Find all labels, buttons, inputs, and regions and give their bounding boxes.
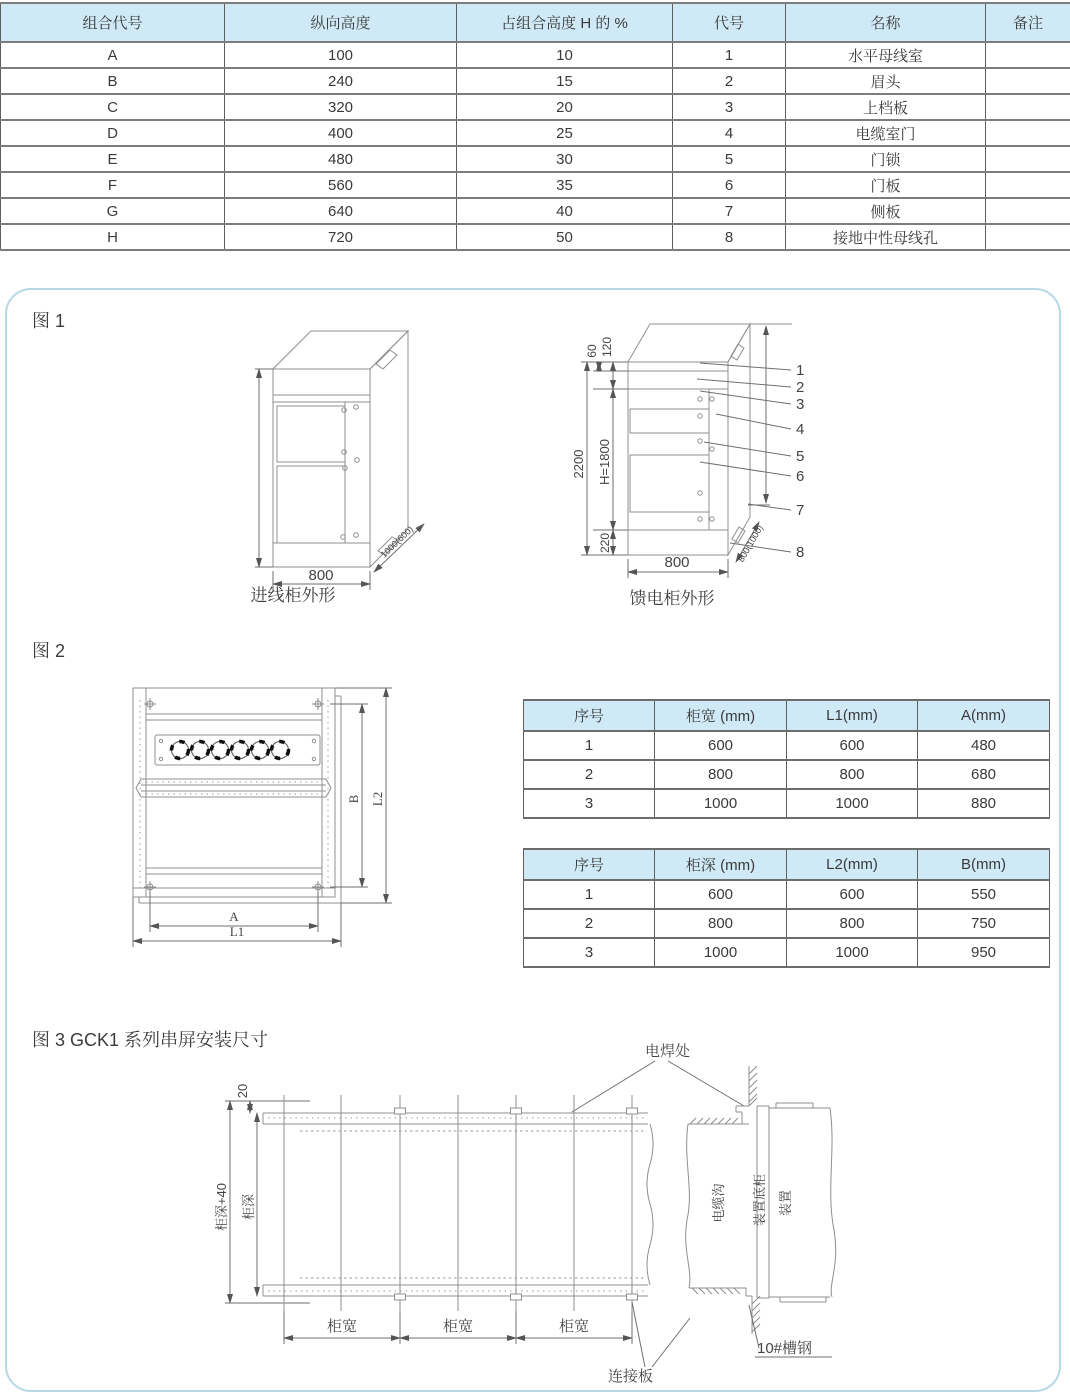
table-cell: 3 bbox=[524, 938, 655, 967]
table-cell: 800 bbox=[655, 909, 787, 938]
table-cell bbox=[986, 120, 1070, 146]
table-cell bbox=[986, 198, 1070, 224]
table-cell: 5 bbox=[673, 146, 786, 172]
table-cell: 550 bbox=[918, 880, 1050, 909]
table-cell: 50 bbox=[457, 224, 673, 250]
table-cell: 320 bbox=[225, 94, 457, 120]
feeder-top-dim-60: 60 bbox=[585, 344, 599, 358]
column-header: 序号 bbox=[524, 700, 655, 731]
table-cell: H bbox=[1, 224, 225, 250]
table-row bbox=[524, 909, 1050, 938]
table-cell: 门板 bbox=[786, 172, 986, 198]
table-row bbox=[1, 68, 1070, 94]
table-row bbox=[524, 938, 1050, 967]
table-cell: 40 bbox=[457, 198, 673, 224]
table-cell: 880 bbox=[918, 789, 1050, 818]
table-cell: 1000 bbox=[655, 938, 787, 967]
table-cell: 750 bbox=[918, 909, 1050, 938]
table-cell: 10 bbox=[457, 42, 673, 68]
fig3-trench-label: 电缆沟 bbox=[711, 1183, 726, 1223]
header-row bbox=[1, 3, 1070, 42]
figures-panel bbox=[5, 288, 1061, 1392]
vent-holes bbox=[172, 742, 289, 759]
fig1-incoming-depth-dim: 1000(600) bbox=[378, 523, 416, 560]
column-header: 纵向高度 bbox=[225, 3, 457, 42]
fig3-bottom-cabinet-label: 装置底柜 bbox=[752, 1173, 767, 1227]
callout-8: 8 bbox=[796, 544, 805, 561]
table-cell: 600 bbox=[787, 731, 918, 760]
table-cell: 100 bbox=[225, 42, 457, 68]
table-cell: 480 bbox=[918, 731, 1050, 760]
callout-2: 2 bbox=[796, 379, 805, 396]
door-screws bbox=[341, 405, 360, 540]
table-row bbox=[524, 880, 1050, 909]
table-row bbox=[524, 731, 1050, 760]
table-cell bbox=[986, 68, 1070, 94]
fig2-width-table bbox=[523, 699, 1050, 819]
column-header: B(mm) bbox=[918, 849, 1050, 880]
table-cell: 1 bbox=[524, 731, 655, 760]
fig1-incoming-width-dim: 800 bbox=[308, 567, 334, 584]
table-row bbox=[1, 172, 1070, 198]
feeder-bottom-dim: 220 bbox=[598, 532, 612, 554]
fig2-a-dim: A bbox=[229, 909, 239, 924]
table-cell: 3 bbox=[524, 789, 655, 818]
fig3-weld-label: 电焊处 bbox=[645, 1043, 691, 1060]
table-cell: 480 bbox=[225, 146, 457, 172]
table-cell: 上档板 bbox=[786, 94, 986, 120]
fig2-l2-dim: L2 bbox=[370, 791, 385, 807]
table-cell: 1 bbox=[524, 880, 655, 909]
callout-1: 1 bbox=[796, 362, 805, 379]
figures-drawing bbox=[7, 290, 1059, 1390]
fig3-installation-drawing bbox=[214, 1042, 836, 1385]
table-cell bbox=[986, 224, 1070, 250]
table-cell: 600 bbox=[655, 880, 787, 909]
vent-plate bbox=[155, 735, 320, 765]
callout-5: 5 bbox=[796, 448, 805, 465]
table-cell: 3 bbox=[673, 94, 786, 120]
callout-4: 4 bbox=[796, 421, 805, 438]
fig3-plate-label: 连接板 bbox=[608, 1368, 654, 1385]
table-cell bbox=[986, 146, 1070, 172]
table-cell: 侧板 bbox=[786, 198, 986, 224]
table-cell: 接地中性母线孔 bbox=[786, 224, 986, 250]
table-cell: 20 bbox=[457, 94, 673, 120]
side-vent-slots bbox=[376, 350, 399, 555]
table-cell: 1000 bbox=[787, 938, 918, 967]
column-header: 柜深 (mm) bbox=[655, 849, 787, 880]
table-cell: 680 bbox=[918, 760, 1050, 789]
fig1-feeder-cabinet-drawing bbox=[571, 324, 804, 608]
column-header: 占组合高度 H 的 % bbox=[457, 3, 673, 42]
table-cell: 240 bbox=[225, 68, 457, 94]
feeder-depth-dim: 800(1000) bbox=[735, 523, 765, 564]
table-cell: 2 bbox=[673, 68, 786, 94]
column-header: A(mm) bbox=[918, 700, 1050, 731]
table-cell: 4 bbox=[673, 120, 786, 146]
callout-3: 3 bbox=[796, 396, 805, 413]
side-vent-slots bbox=[731, 344, 745, 543]
table-cell: G bbox=[1, 198, 225, 224]
column-header: L2(mm) bbox=[787, 849, 918, 880]
table-cell: 眉头 bbox=[786, 68, 986, 94]
spec-table bbox=[0, 2, 1070, 251]
fig3-width-dim-2: 柜宽 bbox=[442, 1318, 474, 1335]
fig3-title: 图 3 GCK1 系列串屏安装尺寸 bbox=[32, 1030, 269, 1050]
fig3-depth-plus-dim: 柜深+40 bbox=[214, 1182, 229, 1232]
table-cell: 1000 bbox=[787, 789, 918, 818]
column-header: 名称 bbox=[786, 3, 986, 42]
fig2-label: 图 2 bbox=[32, 641, 66, 661]
fig3-width-dim-3: 柜宽 bbox=[558, 1318, 590, 1335]
feeder-h-dim: H=1800 bbox=[597, 439, 612, 485]
table-row bbox=[1, 94, 1070, 120]
table-cell: 800 bbox=[787, 909, 918, 938]
table-cell: 门锁 bbox=[786, 146, 986, 172]
column-header: L1(mm) bbox=[787, 700, 918, 731]
table-cell: A bbox=[1, 42, 225, 68]
table-cell: 600 bbox=[787, 880, 918, 909]
column-header: 备注 bbox=[986, 3, 1070, 42]
table-cell: 6 bbox=[673, 172, 786, 198]
table-cell: C bbox=[1, 94, 225, 120]
table-cell: 400 bbox=[225, 120, 457, 146]
table-cell: D bbox=[1, 120, 225, 146]
feeder-width-dim: 800 bbox=[664, 554, 690, 571]
table-cell: 720 bbox=[225, 224, 457, 250]
table-cell: 1 bbox=[673, 42, 786, 68]
table-cell: 30 bbox=[457, 146, 673, 172]
fig1-incoming-caption: 进线柜外形 bbox=[250, 586, 336, 605]
column-header: 柜宽 (mm) bbox=[655, 700, 787, 731]
table-cell: 水平母线室 bbox=[786, 42, 986, 68]
fig1-incoming-cabinet-drawing bbox=[251, 331, 425, 605]
fig3-width-dim-1: 柜宽 bbox=[326, 1318, 358, 1335]
fig2-b-dim: B bbox=[346, 794, 361, 804]
column-header: 组合代号 bbox=[1, 3, 225, 42]
table-cell: E bbox=[1, 146, 225, 172]
column-header: 代号 bbox=[673, 3, 786, 42]
fig3-depth-dim: 柜深 bbox=[241, 1193, 256, 1221]
fig2-l1-dim: L1 bbox=[229, 924, 245, 939]
table-cell: 560 bbox=[225, 172, 457, 198]
table-cell: B bbox=[1, 68, 225, 94]
table-cell: 25 bbox=[457, 120, 673, 146]
fig1-feeder-caption: 馈电柜外形 bbox=[629, 589, 715, 608]
table-cell: 950 bbox=[918, 938, 1050, 967]
table-cell: 电缆室门 bbox=[786, 120, 986, 146]
table-cell: 640 bbox=[225, 198, 457, 224]
feeder-overall-height-dim: 2200 bbox=[571, 449, 586, 479]
fig3-channel-label: 10#槽钢 bbox=[757, 1340, 813, 1357]
table-cell: 2 bbox=[524, 909, 655, 938]
corner-screws bbox=[144, 698, 324, 893]
table-cell bbox=[986, 94, 1070, 120]
table-cell: 800 bbox=[787, 760, 918, 789]
table-row bbox=[1, 224, 1070, 250]
table-cell: 2 bbox=[524, 760, 655, 789]
table-row bbox=[524, 789, 1050, 818]
door-screws bbox=[698, 397, 714, 521]
table-cell: 600 bbox=[655, 731, 787, 760]
table-cell: 15 bbox=[457, 68, 673, 94]
table-row bbox=[524, 760, 1050, 789]
table-cell: 800 bbox=[655, 760, 787, 789]
fig1-label: 图 1 bbox=[32, 311, 66, 331]
fig3-section-view bbox=[686, 1066, 836, 1357]
callout-6: 6 bbox=[796, 468, 805, 485]
feeder-callout-numbers bbox=[796, 362, 804, 561]
table-row bbox=[1, 146, 1070, 172]
table-row bbox=[1, 120, 1070, 146]
table-cell: 8 bbox=[673, 224, 786, 250]
column-header: 序号 bbox=[524, 849, 655, 880]
fig2-cabinet-front-drawing bbox=[133, 688, 392, 947]
perforated-strip bbox=[136, 779, 331, 797]
fig3-device-label: 装置 bbox=[778, 1189, 793, 1217]
fig2-depth-table bbox=[523, 848, 1050, 968]
header-row bbox=[524, 849, 1050, 880]
table-cell: 35 bbox=[457, 172, 673, 198]
table-cell bbox=[986, 42, 1070, 68]
fig3-overhang-dim: 20 bbox=[235, 1083, 250, 1099]
callout-7: 7 bbox=[796, 502, 805, 519]
table-row bbox=[1, 198, 1070, 224]
table-cell: 1000 bbox=[655, 789, 787, 818]
table-cell: 7 bbox=[673, 198, 786, 224]
table-cell: F bbox=[1, 172, 225, 198]
header-row bbox=[524, 700, 1050, 731]
table-row bbox=[1, 42, 1070, 68]
table-cell bbox=[986, 172, 1070, 198]
feeder-top-dim-120: 120 bbox=[600, 336, 614, 358]
